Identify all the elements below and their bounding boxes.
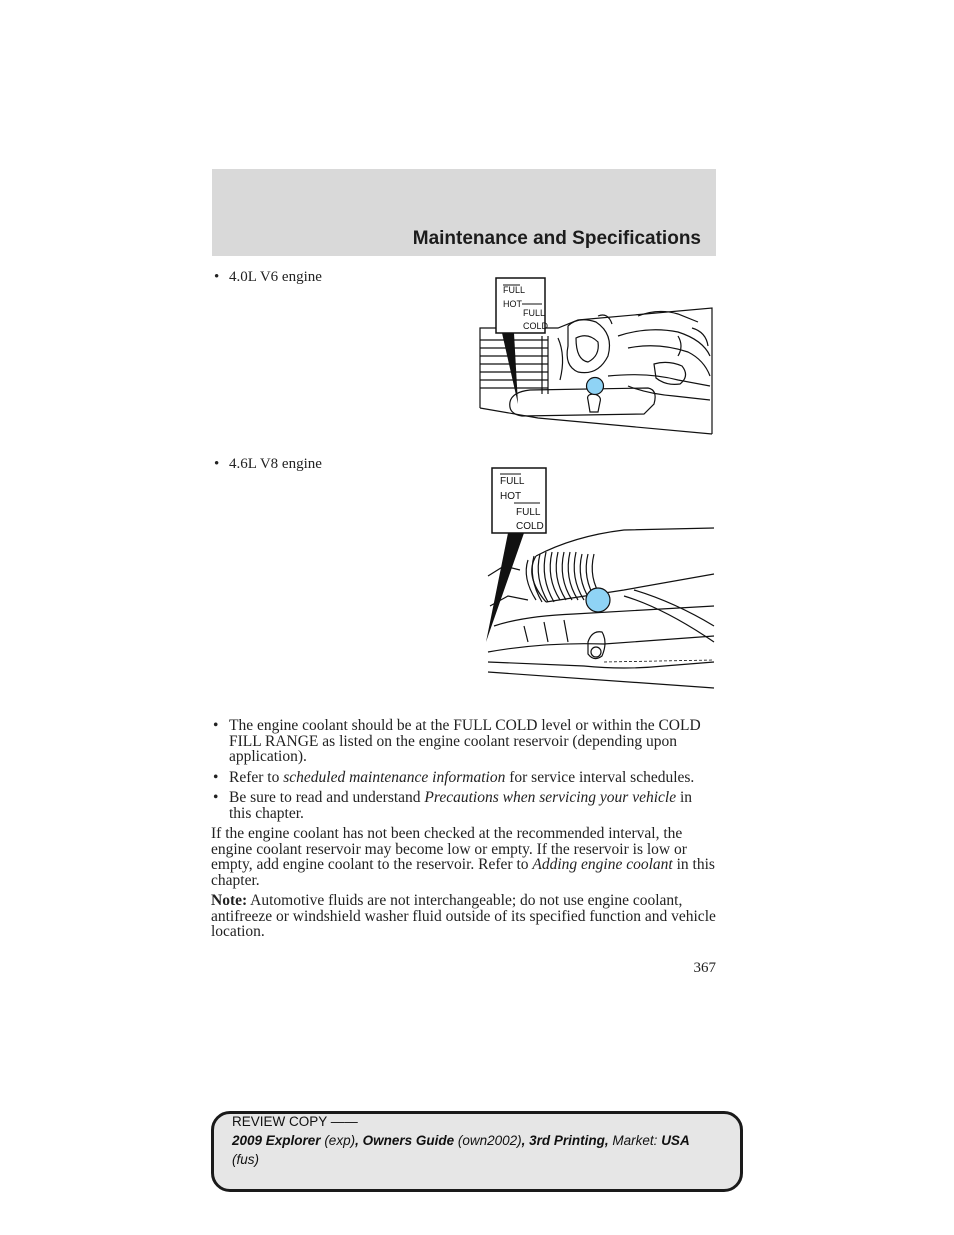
review-copy-label: REVIEW COPY ——	[232, 1114, 358, 1129]
figure-caption-v6-text: 4.0L V6 engine	[229, 269, 322, 285]
coolant-paragraph: If the engine coolant has not been checked at the recommended interval, the engine coolant reservoir may become low or empty. If the reservoir is low or empty, add engine coolant to the reservoir. Refer to Adding engine coolant in this chapter.	[211, 825, 715, 889]
list-item: • Refer to scheduled maintenance information for service interval schedules.	[211, 770, 717, 786]
v6-legend-hot: HOT	[503, 299, 522, 309]
publication-info: 2009 Explorer (exp), Owners Guide (own2002), 3rd Printing, Market: USA	[232, 1133, 690, 1148]
v8-pointer	[486, 533, 524, 642]
v6-pointer	[502, 333, 518, 404]
note-paragraph: Note: Automotive fluids are not interchangeable; do not use engine coolant, antifreeze or windshield washer fluid outside of its specified function and vehicle location.	[211, 892, 716, 940]
v8-reservoir-marker	[586, 588, 610, 612]
v8-legend-full-cold: FULL	[516, 507, 541, 518]
v6-engine-illustration	[478, 276, 716, 438]
v8-legend-full-hot: FULL	[500, 476, 525, 487]
v6-legend-full-hot: FULL	[503, 285, 526, 295]
v6-legend-full-cold: FULL	[523, 308, 546, 318]
v8-legend-cold: COLD	[516, 521, 544, 532]
list-item: • The engine coolant should be at the FULL COLD level or within the COLD FILL RANGE as listed on the engine coolant reservoir (depending upon application).	[211, 718, 717, 765]
instruction-list	[211, 718, 717, 821]
body-text	[211, 718, 717, 945]
section-title: Maintenance and Specifications	[412, 228, 701, 249]
section-header-band	[212, 169, 716, 256]
figure-caption-v6: • 4.0L V6 engine	[214, 269, 322, 285]
page-number: 367	[693, 960, 716, 976]
market-code: (fus)	[232, 1152, 259, 1167]
v6-legend-cold: COLD	[523, 321, 549, 331]
figure-caption-v8-text: 4.6L V8 engine	[229, 456, 322, 472]
v8-engine-illustration	[484, 466, 716, 692]
list-item: • Be sure to read and understand Precautions when servicing your vehicle in this chapter.	[211, 790, 717, 821]
v6-reservoir-marker	[587, 378, 604, 395]
note-label: Note:	[211, 892, 248, 909]
figure-caption-v8: • 4.6L V8 engine	[214, 456, 322, 472]
review-copy-footer	[211, 1111, 743, 1192]
v8-legend-hot: HOT	[500, 491, 522, 502]
